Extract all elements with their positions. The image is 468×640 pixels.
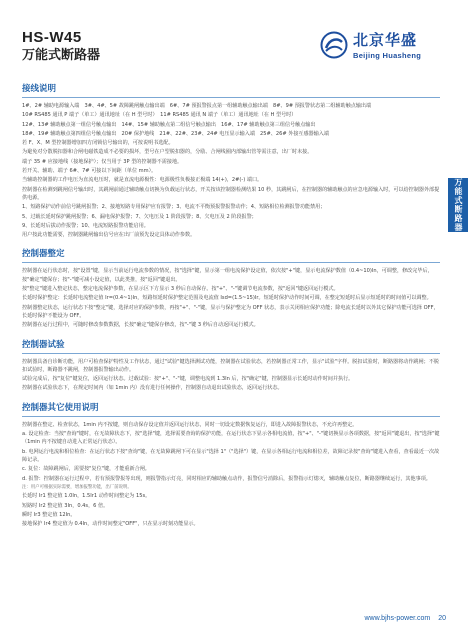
page-number: 20 [438, 615, 446, 622]
section-paragraph: 1#、2# 辅助电源输入端 3#、4#、5# 故障跳闸触点输出端 6#、7# 预报警报点第一组辅助触点输出端 8#、9# 预报警状态第二组辅助触点输出端 [22, 103, 372, 109]
setting-example-line: 短路时 Ir2 整定值 3In，0.4s，6 倍。 [22, 502, 109, 509]
section-paragraph: 1、短路保护动作前信号跳闸报警；2、接地短路专用保护应有报警；3、电流不平衡预报警报警动作；4、短路相位检测报警功能禁用； [22, 204, 326, 211]
section-paragraph: 按"整定"键进入整定状态，整定电流保护参数，在显示区下方显示 3 秒后自动保存。按"+"、"-"键调节电流参数，按"返回"键返回运行模式。 [22, 286, 339, 293]
section-paragraph: 为避免对分散脱扣器和合闸电磁铁造成不必要的损坏，型号在户型脱扣器的，分励、合闸线圈内部输出管等需注意，出厂时未接。 [22, 149, 313, 156]
logo-name-en: Beijing Huasheng [353, 51, 422, 60]
setting-example-line: 接地保护 Ir4 整定值为 0.4In，动作时间整定"OFF"，只在显示时刻功能显示。 [22, 521, 199, 528]
section-title-test: 控制器试验 [22, 340, 440, 354]
model-number: HS-W45 [22, 29, 82, 46]
section-title-setting: 控制器整定 [22, 249, 440, 263]
section-paragraph: 18#、19# 辅助触点第四组信号触点输出 20# 保护地线 21#、22#、23#、24# 电压显示输入端 25#、26# 外接互感器输入端 [22, 130, 329, 137]
section-paragraph: 控制器在整定、检查状态，1min 内不按键，则自动保存设定值并返回运行状态，同时一切设定数据恢复运行，即进入故障报警状态，不允许再整定。 [22, 421, 358, 428]
section-paragraph: 控制器具备自诊断功能，用户可检查保护特性及工作状态，通过"试验"键选择测试功能，控制器在试验状态，若控制器正常工作，显示"试验"字样。脱扣试验时，断路器将动作跳闸；不脱扣试验时，断路器不跳闸，控制器报警输出动作。 [22, 358, 439, 373]
side-category-tab: 万能式断路器 [448, 178, 468, 232]
section-paragraph: c. 复位：故障跳闸后，需要按"复位"键，才能重新合闸。 [22, 466, 150, 473]
footer-url: www.bjhs-power.com [364, 615, 431, 622]
section-paragraph: 控制器在运行状态时，按"设置"键，显示当前运行电流参数的情况，按"选择"键，显示第一组电流保护设定值，依次按"+"键，显示电流保护数值（0.4~10)In，可调整，修改完毕后，按"确定"键保存；按"-"键可减小设定值，以此类推，按"返回"键退出。 [22, 268, 433, 283]
setting-example-line: 瞬时 Ir3 整定值 12In。 [22, 511, 76, 518]
logo-mark-icon [320, 31, 348, 59]
section-paragraph: 控制器在试验状态下，在规定时间内（如 1min 内）没有进行任何操作，控制器自动退出试验状态，返回运行状态。 [22, 385, 283, 392]
section-paragraph: 当辅助控制器的工作电压为直流电压时，就是直流电源极性：电源极性负极接正极端 14(+)，2#(-) 端口。 [22, 177, 263, 184]
section-paragraph: 试验完成后，按"复位"键复位，返回运行状态。过载试验：按"+"、"-"键，调整电流到 1.3In 后，按"确定"键，控制器显示长延时动作时间并执行。 [22, 376, 354, 383]
page-header [22, 30, 100, 63]
section-paragraph: 长延时保护整定：长延时电流整定值 Ir=(0.4~1)In，短路短延时保护整定范围及电流值 Isd=(1.5~15)Ir。短延时保护动作时间可调，在整定短延时后显示短延时的时间值可以调整。 [22, 295, 432, 302]
section-title-wiring: 接线说明 [22, 84, 440, 98]
page-footer [364, 615, 446, 622]
section-paragraph: 12#、13# 辅助触点第一组信号触点输出 14#、15# 辅助触点第二组信号触点输出 16#、17# 辅助触点第三组信号触点输出 [22, 121, 316, 128]
section-paragraph: 5、过载长延时保护跳闸报警；6、漏电保护报警；7、欠电压及 1 阶段报警；8、欠电压及 2 阶段报警； [22, 213, 257, 220]
section-paragraph: 控制器在运行过程中，可随时修改参数数据，长按"确定"键保存修改，按"-"键 3 秒后自动返回运行模式。 [22, 322, 259, 329]
section-paragraph: d. 报警：控制器在运行过程中，若有预报警报等出现，则报警指示灯亮，同时相应的辅助触点动作，报警信号消除后，报警指示灯熄灭，辅助触点复位，断路器继续运行，其他事项。 [22, 475, 431, 482]
logo-name-cn: 北京华盛 [353, 31, 418, 49]
section-paragraph: 控制器整定状态，运行状态下按"整定"键，选择对应的保护参数，再按"+"、"-"键，显示与保护整定为 OFF 状态，表示关闭相应保护功能；除电流长延时以外其它保护功能可选择 OFF，长延时保护不能设为 OFF。 [22, 304, 439, 319]
section-paragraph: a. 设定检查：当按"查询"键时，在无故障状态下，按"选择"键，选择需要查询的保护功能，在运行状态下显示各相电流值，按"+"、"-"键切换显示各项数据，按"返回"键退出，按"选择"键（1min 内不按键自动进入正常运行状态）。 [22, 431, 440, 446]
setting-example-line: 长延时 Ir1 整定值 1.0In，1.5Ir1 动作时间整定为 15s。 [22, 493, 151, 500]
section-paragraph: 若 F、X、M 型控制器增加四方闭锁信号输出的，可按说明书选配。 [22, 140, 174, 147]
product-title: 万能式断路器 [22, 48, 101, 63]
section-paragraph: 控制器在检测到跳闸信号输出时，其跳闸前通过辅助触点切换为负载运行状态，开关按该控制器检测结果 10 秒，其跳闸后，在控制器的辅助触点的应急电源输入时，可以给控制器外部提供电源。 [22, 186, 440, 201]
section-paragraph: 用户按此功能需要，控制器跳闸输出信号应在出厂前预先设定具体动作参数。 [22, 232, 196, 239]
section-paragraph: 10# RS485 通讯 P 端子（单工）通讯地址（在 H 型号时） 11# RS485 通讯 N 端子（单工）通讯地址（在 H 型号时） [22, 112, 297, 119]
section-paragraph: b. 电网运行电流和相位检查：在运行状态下按"查询"键，在无故障跳闸下可在显示"选择 1"（"选择"）键，在显示各相运行电流和相位差，故障记录按"查询"键进入查看，查看最近一次故障记录。 [22, 448, 440, 463]
company-logo [320, 30, 450, 66]
section-paragraph: 端子 35 # 应接地线（接地保护）；仅当用于 3P 型的控制器不需接地。 [22, 158, 183, 165]
section-paragraph: 若开关、辅助、端子 6#、7# 可接以下间距（单位 mm）。 [22, 168, 157, 175]
section-title-other-usage: 控制器其它使用说明 [22, 403, 440, 417]
section-paragraph: 9、长延时后拔动作报警；10、电流短路报警功能启用。 [22, 222, 149, 229]
section-note: 注：用户可根据实际需要，增加报警功能，出厂前说明。 [22, 484, 132, 490]
content [22, 84, 440, 528]
